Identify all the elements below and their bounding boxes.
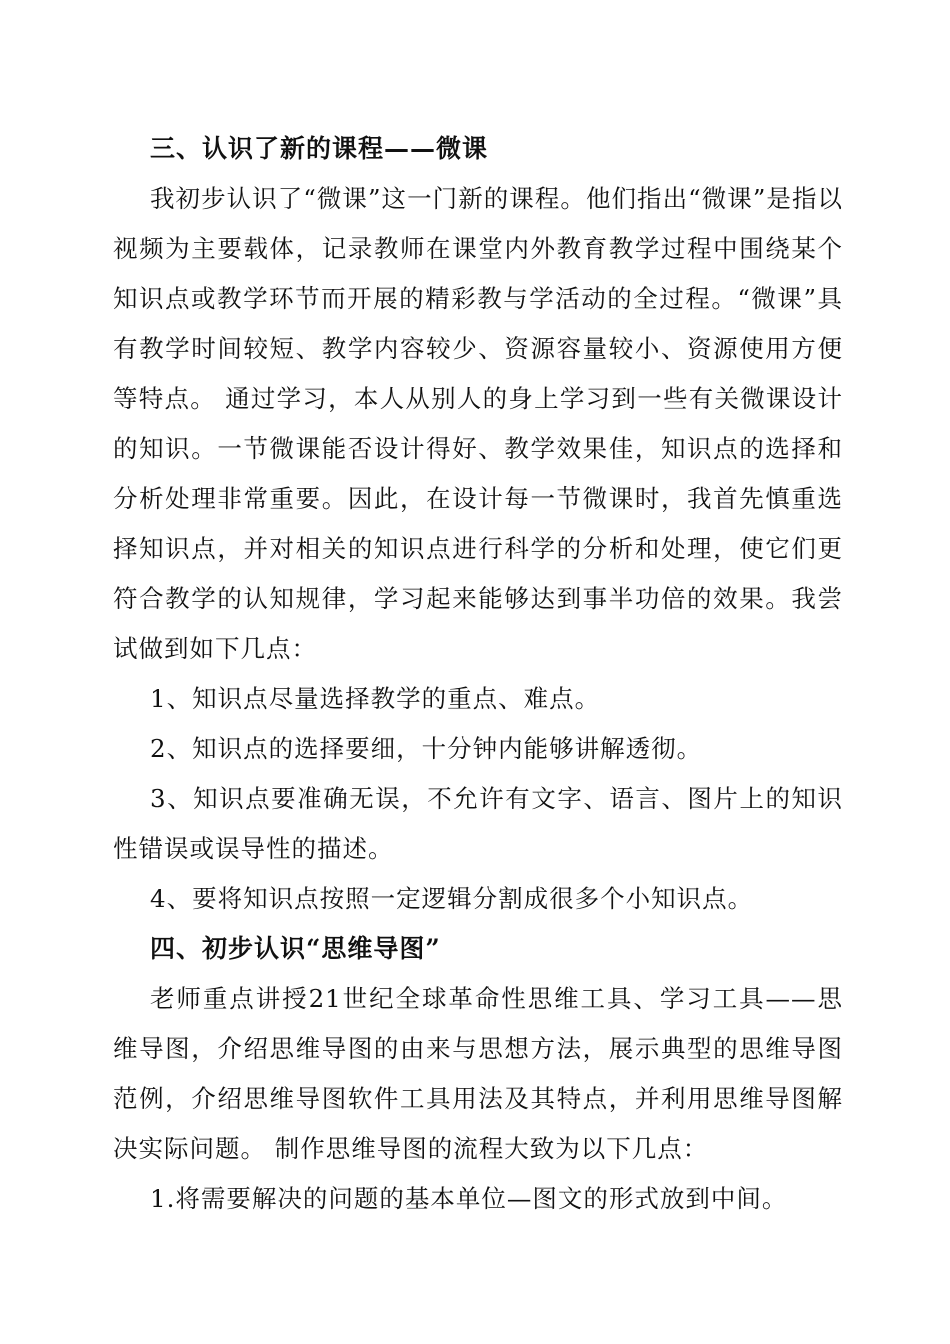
- section-heading-microcourse: 三、认识了新的课程——微课: [150, 134, 489, 163]
- list-item: 4、要将知识点按照一定逻辑分割成很多个小知识点。: [150, 884, 754, 913]
- list-item: 3、知识点要准确无误，不允许有文字、语言、图片上的知识性错误或误导性的描述。: [113, 784, 843, 863]
- mind-map-paragraph: 老师重点讲授21世纪全球革命性思维工具、学习工具——思维导图，介绍思维导图的由来与思想方法，展示典型的思维导图范例，介绍思维导图软件工具用法及其特点，并利用思维导图解决实际问题。 制作思维导图的流程大致为以下几点：: [113, 984, 843, 1163]
- microcourse-paragraph: 我初步认识了“微课”这一门新的课程。他们指出“微课”是指以视频为主要载体，记录教师在课堂内外教育教学过程中围绕某个知识点或教学环节而开展的精彩教与学活动的全过程。“微课”具有教学时间较短、教学内容较少、资源容量较小、资源使用方便等特点。 通过学习，本人从别人的身上学习到一些有关微课设计的知识。一节微课能否设计得好、教学效果佳，知识点的选择和分析处理非常重要。因此，在设计每一节微课时，我首先慎重选择知识点，并对相关的知识点进行科学的分析和处理，使它们更符合教学的认知规律，学习起来能够达到事半功倍的效果。我尝试做到如下几点：: [113, 184, 843, 663]
- section-heading-mind-map: 四、初步认识“思维导图”: [150, 934, 441, 963]
- list-item: 1、知识点尽量选择教学的重点、难点。: [150, 684, 601, 713]
- list-item: 1.将需要解决的问题的基本单位—图文的形式放到中间。: [150, 1184, 788, 1213]
- list-item: 2、知识点的选择要细，十分钟内能够讲解透彻。: [150, 734, 703, 763]
- document-body: [113, 124, 843, 1224]
